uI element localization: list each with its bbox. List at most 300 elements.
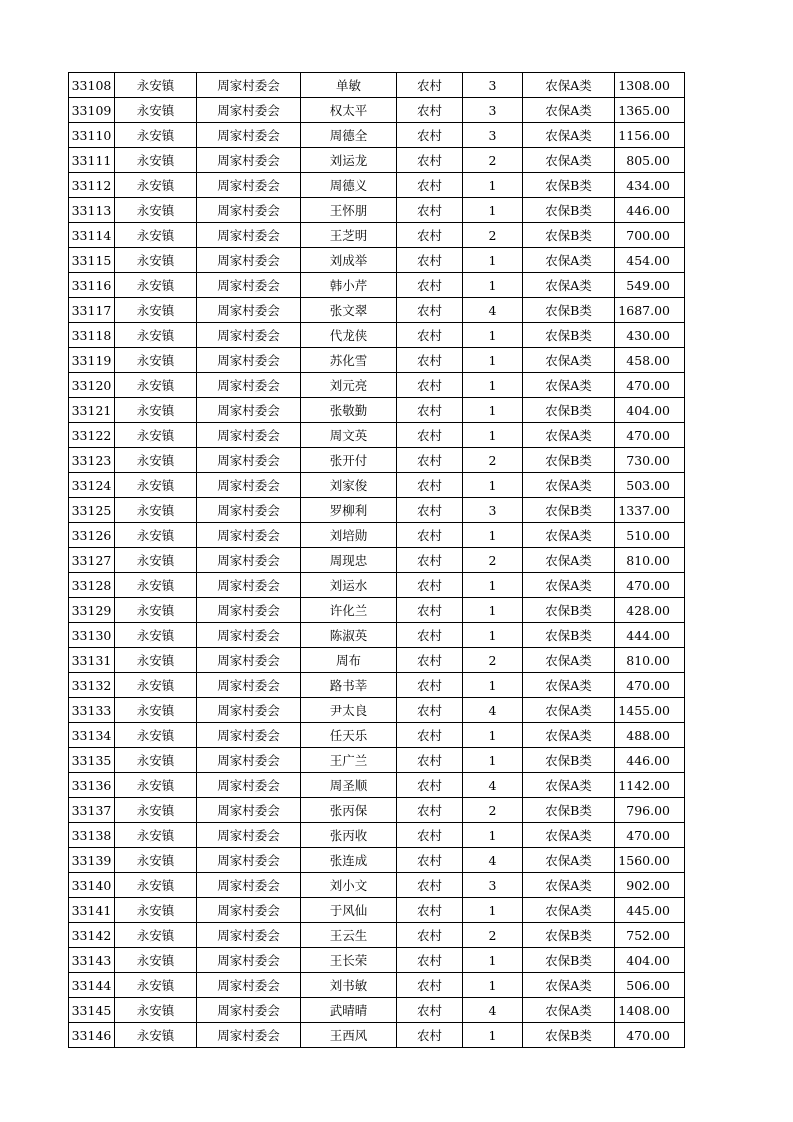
cell-town: 永安镇	[115, 1023, 197, 1048]
cell-area: 农村	[397, 748, 463, 773]
cell-category: 农保B类	[523, 598, 615, 623]
cell-name: 张敬勤	[301, 398, 397, 423]
cell-category: 农保B类	[523, 173, 615, 198]
table-row	[69, 373, 685, 398]
cell-area: 农村	[397, 148, 463, 173]
cell-amount: 430.00	[615, 323, 685, 348]
cell-id: 33128	[69, 573, 115, 598]
cell-amount: 1337.00	[615, 498, 685, 523]
table-row	[69, 198, 685, 223]
cell-area: 农村	[397, 998, 463, 1023]
cell-count: 4	[463, 848, 523, 873]
cell-id: 33133	[69, 698, 115, 723]
cell-village: 周家村委会	[197, 598, 301, 623]
cell-area: 农村	[397, 948, 463, 973]
cell-count: 1	[463, 673, 523, 698]
cell-town: 永安镇	[115, 148, 197, 173]
cell-id: 33114	[69, 223, 115, 248]
cell-id: 33137	[69, 798, 115, 823]
cell-id: 33142	[69, 923, 115, 948]
cell-name: 王长荣	[301, 948, 397, 973]
cell-id: 33122	[69, 423, 115, 448]
cell-town: 永安镇	[115, 323, 197, 348]
table-row	[69, 548, 685, 573]
cell-village: 周家村委会	[197, 223, 301, 248]
cell-category: 农保A类	[523, 348, 615, 373]
cell-village: 周家村委会	[197, 248, 301, 273]
cell-count: 1	[463, 748, 523, 773]
cell-name: 代龙侠	[301, 323, 397, 348]
cell-category: 农保B类	[523, 748, 615, 773]
cell-count: 1	[463, 573, 523, 598]
cell-town: 永安镇	[115, 573, 197, 598]
cell-name: 武晴晴	[301, 998, 397, 1023]
cell-id: 33117	[69, 298, 115, 323]
cell-village: 周家村委会	[197, 548, 301, 573]
cell-name: 张开付	[301, 448, 397, 473]
table-row	[69, 673, 685, 698]
cell-amount: 1156.00	[615, 123, 685, 148]
table-row	[69, 123, 685, 148]
cell-name: 张丙收	[301, 823, 397, 848]
cell-count: 4	[463, 298, 523, 323]
cell-id: 33135	[69, 748, 115, 773]
cell-town: 永安镇	[115, 748, 197, 773]
cell-village: 周家村委会	[197, 273, 301, 298]
cell-area: 农村	[397, 223, 463, 248]
cell-amount: 752.00	[615, 923, 685, 948]
cell-area: 农村	[397, 598, 463, 623]
cell-amount: 506.00	[615, 973, 685, 998]
cell-category: 农保B类	[523, 498, 615, 523]
cell-count: 4	[463, 773, 523, 798]
cell-amount: 902.00	[615, 873, 685, 898]
cell-category: 农保A类	[523, 723, 615, 748]
cell-village: 周家村委会	[197, 698, 301, 723]
cell-area: 农村	[397, 573, 463, 598]
cell-count: 3	[463, 498, 523, 523]
cell-name: 单敏	[301, 73, 397, 98]
cell-amount: 730.00	[615, 448, 685, 473]
cell-village: 周家村委会	[197, 773, 301, 798]
cell-village: 周家村委会	[197, 973, 301, 998]
cell-town: 永安镇	[115, 498, 197, 523]
cell-town: 永安镇	[115, 723, 197, 748]
cell-amount: 1687.00	[615, 298, 685, 323]
cell-count: 1	[463, 323, 523, 348]
cell-amount: 549.00	[615, 273, 685, 298]
cell-village: 周家村委会	[197, 723, 301, 748]
cell-area: 农村	[397, 623, 463, 648]
cell-amount: 700.00	[615, 223, 685, 248]
cell-amount: 810.00	[615, 548, 685, 573]
cell-town: 永安镇	[115, 698, 197, 723]
cell-village: 周家村委会	[197, 623, 301, 648]
cell-village: 周家村委会	[197, 898, 301, 923]
table-row	[69, 223, 685, 248]
cell-count: 1	[463, 198, 523, 223]
cell-count: 2	[463, 148, 523, 173]
cell-amount: 1560.00	[615, 848, 685, 873]
cell-id: 33124	[69, 473, 115, 498]
cell-category: 农保A类	[523, 548, 615, 573]
cell-area: 农村	[397, 923, 463, 948]
table-row	[69, 348, 685, 373]
cell-area: 农村	[397, 848, 463, 873]
cell-name: 罗柳利	[301, 498, 397, 523]
cell-category: 农保A类	[523, 698, 615, 723]
cell-count: 1	[463, 723, 523, 748]
table-row	[69, 923, 685, 948]
cell-id: 33125	[69, 498, 115, 523]
cell-area: 农村	[397, 73, 463, 98]
cell-category: 农保A类	[523, 523, 615, 548]
cell-village: 周家村委会	[197, 73, 301, 98]
cell-name: 许化兰	[301, 598, 397, 623]
table-row	[69, 698, 685, 723]
table-row	[69, 723, 685, 748]
table-row	[69, 598, 685, 623]
table-row	[69, 973, 685, 998]
table-row	[69, 98, 685, 123]
cell-count: 2	[463, 548, 523, 573]
cell-village: 周家村委会	[197, 798, 301, 823]
cell-area: 农村	[397, 798, 463, 823]
cell-id: 33139	[69, 848, 115, 873]
cell-area: 农村	[397, 373, 463, 398]
cell-id: 33111	[69, 148, 115, 173]
cell-count: 4	[463, 698, 523, 723]
cell-village: 周家村委会	[197, 148, 301, 173]
cell-area: 农村	[397, 273, 463, 298]
cell-category: 农保A类	[523, 998, 615, 1023]
cell-name: 周文英	[301, 423, 397, 448]
cell-village: 周家村委会	[197, 198, 301, 223]
cell-village: 周家村委会	[197, 123, 301, 148]
cell-town: 永安镇	[115, 773, 197, 798]
cell-name: 王西风	[301, 1023, 397, 1048]
table-row	[69, 448, 685, 473]
cell-amount: 444.00	[615, 623, 685, 648]
cell-category: 农保B类	[523, 198, 615, 223]
table-row	[69, 998, 685, 1023]
cell-amount: 503.00	[615, 473, 685, 498]
table-row	[69, 298, 685, 323]
cell-count: 1	[463, 973, 523, 998]
cell-name: 周德义	[301, 173, 397, 198]
cell-village: 周家村委会	[197, 848, 301, 873]
cell-town: 永安镇	[115, 173, 197, 198]
table-row	[69, 523, 685, 548]
cell-town: 永安镇	[115, 948, 197, 973]
table-row	[69, 748, 685, 773]
cell-id: 33134	[69, 723, 115, 748]
cell-amount: 470.00	[615, 1023, 685, 1048]
cell-village: 周家村委会	[197, 948, 301, 973]
cell-area: 农村	[397, 723, 463, 748]
cell-name: 王云生	[301, 923, 397, 948]
cell-village: 周家村委会	[197, 423, 301, 448]
cell-amount: 445.00	[615, 898, 685, 923]
cell-count: 1	[463, 823, 523, 848]
cell-town: 永安镇	[115, 423, 197, 448]
cell-name: 尹太良	[301, 698, 397, 723]
table-row	[69, 823, 685, 848]
cell-amount: 1455.00	[615, 698, 685, 723]
cell-id: 33132	[69, 673, 115, 698]
cell-area: 农村	[397, 648, 463, 673]
cell-category: 农保B类	[523, 298, 615, 323]
cell-id: 33123	[69, 448, 115, 473]
cell-village: 周家村委会	[197, 1023, 301, 1048]
cell-amount: 470.00	[615, 573, 685, 598]
cell-town: 永安镇	[115, 123, 197, 148]
cell-category: 农保A类	[523, 848, 615, 873]
cell-amount: 470.00	[615, 373, 685, 398]
cell-village: 周家村委会	[197, 173, 301, 198]
cell-category: 农保B类	[523, 448, 615, 473]
cell-category: 农保B类	[523, 223, 615, 248]
cell-town: 永安镇	[115, 973, 197, 998]
table-row	[69, 73, 685, 98]
cell-amount: 1408.00	[615, 998, 685, 1023]
cell-village: 周家村委会	[197, 748, 301, 773]
table-row	[69, 873, 685, 898]
cell-area: 农村	[397, 823, 463, 848]
table-body	[69, 73, 685, 1048]
cell-town: 永安镇	[115, 73, 197, 98]
cell-town: 永安镇	[115, 448, 197, 473]
cell-area: 农村	[397, 898, 463, 923]
cell-village: 周家村委会	[197, 448, 301, 473]
cell-name: 刘运水	[301, 573, 397, 598]
cell-id: 33145	[69, 998, 115, 1023]
cell-name: 张丙保	[301, 798, 397, 823]
cell-town: 永安镇	[115, 648, 197, 673]
cell-town: 永安镇	[115, 98, 197, 123]
cell-id: 33127	[69, 548, 115, 573]
cell-area: 农村	[397, 873, 463, 898]
cell-category: 农保A类	[523, 273, 615, 298]
cell-count: 1	[463, 1023, 523, 1048]
cell-category: 农保A类	[523, 773, 615, 798]
cell-village: 周家村委会	[197, 873, 301, 898]
cell-id: 33144	[69, 973, 115, 998]
cell-area: 农村	[397, 698, 463, 723]
cell-name: 刘小文	[301, 873, 397, 898]
cell-category: 农保A类	[523, 423, 615, 448]
cell-id: 33112	[69, 173, 115, 198]
cell-id: 33115	[69, 248, 115, 273]
cell-area: 农村	[397, 98, 463, 123]
cell-count: 2	[463, 648, 523, 673]
cell-village: 周家村委会	[197, 348, 301, 373]
cell-area: 农村	[397, 298, 463, 323]
cell-id: 33109	[69, 98, 115, 123]
cell-name: 王芝明	[301, 223, 397, 248]
cell-town: 永安镇	[115, 823, 197, 848]
table-row	[69, 798, 685, 823]
cell-category: 农保A类	[523, 573, 615, 598]
cell-id: 33141	[69, 898, 115, 923]
cell-town: 永安镇	[115, 923, 197, 948]
cell-area: 农村	[397, 398, 463, 423]
cell-area: 农村	[397, 448, 463, 473]
cell-town: 永安镇	[115, 398, 197, 423]
cell-id: 33131	[69, 648, 115, 673]
cell-count: 1	[463, 373, 523, 398]
cell-count: 1	[463, 423, 523, 448]
cell-id: 33121	[69, 398, 115, 423]
cell-area: 农村	[397, 973, 463, 998]
cell-name: 刘家俊	[301, 473, 397, 498]
cell-name: 于风仙	[301, 898, 397, 923]
cell-town: 永安镇	[115, 848, 197, 873]
cell-town: 永安镇	[115, 673, 197, 698]
cell-category: 农保A类	[523, 898, 615, 923]
cell-town: 永安镇	[115, 348, 197, 373]
table-row	[69, 398, 685, 423]
cell-name: 王广兰	[301, 748, 397, 773]
table-row	[69, 773, 685, 798]
cell-count: 1	[463, 523, 523, 548]
cell-amount: 404.00	[615, 948, 685, 973]
cell-id: 33140	[69, 873, 115, 898]
cell-category: 农保A类	[523, 98, 615, 123]
cell-amount: 1308.00	[615, 73, 685, 98]
cell-count: 1	[463, 948, 523, 973]
cell-village: 周家村委会	[197, 373, 301, 398]
cell-category: 农保A类	[523, 823, 615, 848]
cell-town: 永安镇	[115, 898, 197, 923]
cell-category: 农保A类	[523, 873, 615, 898]
cell-town: 永安镇	[115, 798, 197, 823]
cell-town: 永安镇	[115, 223, 197, 248]
cell-id: 33126	[69, 523, 115, 548]
cell-name: 周现忠	[301, 548, 397, 573]
cell-category: 农保B类	[523, 798, 615, 823]
cell-town: 永安镇	[115, 248, 197, 273]
cell-area: 农村	[397, 523, 463, 548]
cell-category: 农保A类	[523, 123, 615, 148]
cell-town: 永安镇	[115, 598, 197, 623]
cell-id: 33129	[69, 598, 115, 623]
table-row	[69, 898, 685, 923]
cell-village: 周家村委会	[197, 498, 301, 523]
cell-id: 33116	[69, 273, 115, 298]
cell-amount: 1365.00	[615, 98, 685, 123]
cell-village: 周家村委会	[197, 673, 301, 698]
cell-id: 33120	[69, 373, 115, 398]
cell-amount: 470.00	[615, 673, 685, 698]
cell-category: 农保A类	[523, 373, 615, 398]
cell-amount: 404.00	[615, 398, 685, 423]
cell-id: 33138	[69, 823, 115, 848]
table-row	[69, 323, 685, 348]
cell-count: 3	[463, 123, 523, 148]
cell-name: 刘元亮	[301, 373, 397, 398]
cell-name: 刘成举	[301, 248, 397, 273]
cell-amount: 810.00	[615, 648, 685, 673]
cell-village: 周家村委会	[197, 523, 301, 548]
table-row	[69, 573, 685, 598]
cell-count: 1	[463, 273, 523, 298]
cell-category: 农保B类	[523, 623, 615, 648]
cell-amount: 428.00	[615, 598, 685, 623]
cell-category: 农保B类	[523, 398, 615, 423]
cell-area: 农村	[397, 248, 463, 273]
cell-id: 33143	[69, 948, 115, 973]
cell-amount: 805.00	[615, 148, 685, 173]
cell-town: 永安镇	[115, 473, 197, 498]
cell-count: 4	[463, 998, 523, 1023]
cell-amount: 796.00	[615, 798, 685, 823]
cell-area: 农村	[397, 423, 463, 448]
cell-count: 1	[463, 898, 523, 923]
cell-name: 周圣顺	[301, 773, 397, 798]
cell-count: 2	[463, 798, 523, 823]
cell-village: 周家村委会	[197, 648, 301, 673]
cell-area: 农村	[397, 1023, 463, 1048]
cell-amount: 434.00	[615, 173, 685, 198]
cell-town: 永安镇	[115, 198, 197, 223]
table-row	[69, 173, 685, 198]
cell-name: 刘书敏	[301, 973, 397, 998]
cell-id: 33130	[69, 623, 115, 648]
cell-name: 任天乐	[301, 723, 397, 748]
cell-area: 农村	[397, 773, 463, 798]
cell-town: 永安镇	[115, 623, 197, 648]
cell-village: 周家村委会	[197, 823, 301, 848]
cell-town: 永安镇	[115, 873, 197, 898]
cell-count: 1	[463, 598, 523, 623]
cell-count: 3	[463, 98, 523, 123]
cell-category: 农保A类	[523, 73, 615, 98]
cell-count: 3	[463, 73, 523, 98]
cell-town: 永安镇	[115, 523, 197, 548]
cell-town: 永安镇	[115, 548, 197, 573]
cell-category: 农保B类	[523, 948, 615, 973]
cell-area: 农村	[397, 173, 463, 198]
cell-count: 1	[463, 398, 523, 423]
cell-category: 农保B类	[523, 1023, 615, 1048]
cell-name: 陈淑英	[301, 623, 397, 648]
table-row	[69, 273, 685, 298]
cell-area: 农村	[397, 548, 463, 573]
cell-id: 33118	[69, 323, 115, 348]
cell-village: 周家村委会	[197, 923, 301, 948]
cell-count: 1	[463, 348, 523, 373]
cell-count: 2	[463, 923, 523, 948]
cell-amount: 470.00	[615, 823, 685, 848]
cell-village: 周家村委会	[197, 398, 301, 423]
cell-category: 农保B类	[523, 923, 615, 948]
cell-name: 张文翠	[301, 298, 397, 323]
cell-amount: 454.00	[615, 248, 685, 273]
cell-category: 农保A类	[523, 648, 615, 673]
cell-area: 农村	[397, 673, 463, 698]
cell-name: 苏化雪	[301, 348, 397, 373]
table-row	[69, 848, 685, 873]
cell-village: 周家村委会	[197, 573, 301, 598]
cell-id: 33119	[69, 348, 115, 373]
cell-id: 33113	[69, 198, 115, 223]
cell-village: 周家村委会	[197, 98, 301, 123]
cell-amount: 446.00	[615, 748, 685, 773]
cell-count: 2	[463, 223, 523, 248]
cell-id: 33108	[69, 73, 115, 98]
table-row	[69, 948, 685, 973]
